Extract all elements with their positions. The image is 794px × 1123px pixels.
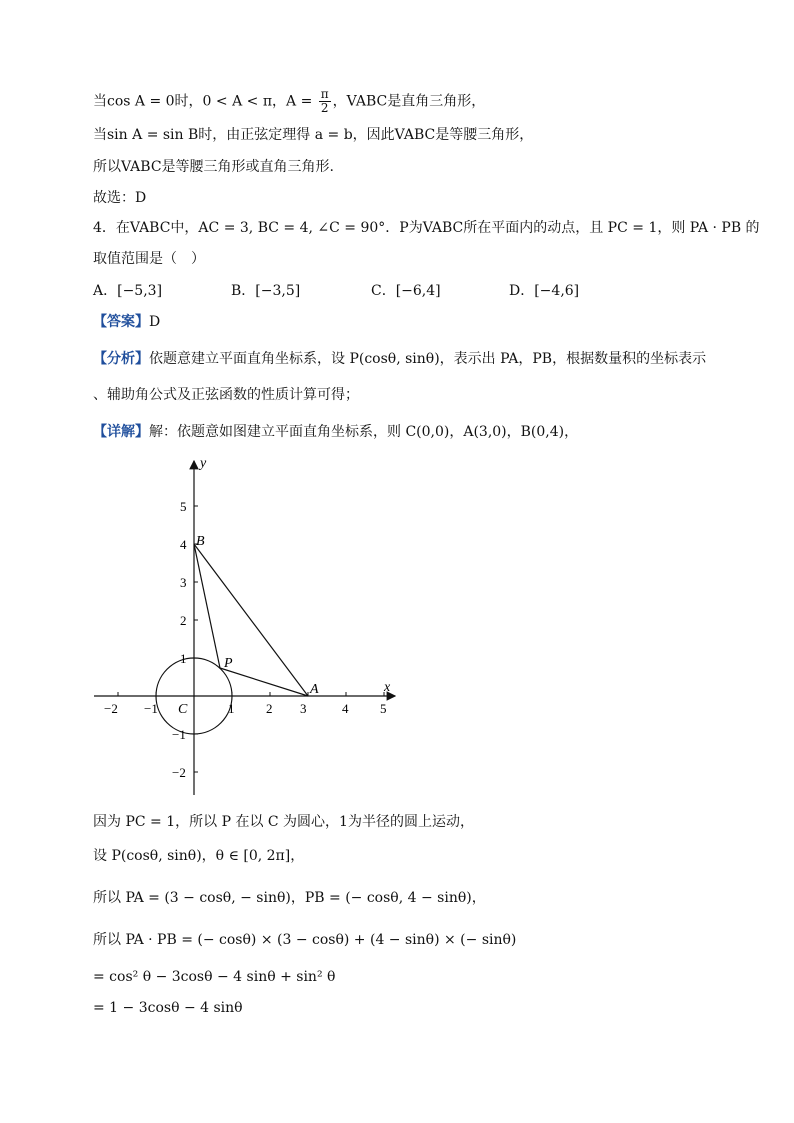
point-label-p: P (224, 656, 233, 671)
solution-line-1: 因为 PC = 1，所以 P 在以 C 为圆心，1为半径的圆上运动， (93, 814, 474, 830)
x-tick-label: −1 (144, 701, 158, 716)
fraction-numerator: π (320, 87, 329, 101)
option-d: D．[−4,6] (509, 283, 580, 299)
line-cos-case-tail: ，VABC是直角三角形， (332, 93, 486, 110)
segment-ba (194, 544, 308, 696)
answer-line (93, 312, 160, 332)
point-label-a: A (310, 682, 319, 697)
x-tick-label: 4 (342, 701, 349, 716)
solution-line-5: = cos² θ − 3cosθ − 4 sinθ + sin² θ (93, 969, 336, 985)
solution-line-3: 所以 PA = (3 − cosθ, − sinθ)，PB = (− cosθ, 4 − sinθ)， (93, 890, 486, 906)
line-cos-case (93, 88, 485, 115)
y-tick-label: −1 (172, 727, 186, 742)
x-tick-label: 3 (300, 701, 307, 716)
solution-line-4: 所以 PA · PB = (− cosθ) × (3 − cosθ) + (4 − sinθ) × (− sinθ) (93, 932, 517, 948)
x-tick-label: −2 (104, 701, 118, 716)
solution-line-6: = 1 − 3cosθ − 4 sinθ (93, 1000, 243, 1016)
option-b: B．[−3,5] (231, 283, 301, 299)
y-tick-label: 3 (180, 575, 187, 590)
analysis-line-2: 、辅助角公式及正弦函数的性质计算可得； (93, 387, 359, 403)
x-tick-label: 5 (380, 701, 387, 716)
y-tick-label: −2 (172, 765, 186, 780)
y-tick-label: 2 (180, 613, 187, 628)
axis-label-y: y (200, 456, 207, 471)
solution-line-2: 设 P(cosθ, sinθ)，θ ∈ [0, 2π]， (93, 848, 305, 864)
question-4-stem: 4．在VABC中，AC = 3, BC = 4, ∠C = 90°．P为VABC所在平面内的动点，且 PC = 1，则 PA · PB 的 (93, 220, 760, 236)
segment-pa (220, 668, 308, 696)
point-label-c: C (178, 702, 188, 717)
analysis-line (93, 349, 706, 369)
question-4-stem-2: 取值范围是（ ） (93, 251, 205, 267)
coordinate-figure (90, 455, 410, 800)
detail-line (93, 422, 578, 442)
fraction-pi-over-2 (319, 88, 331, 115)
y-tick-label: 4 (180, 537, 187, 552)
point-label-b: B (196, 534, 205, 549)
segment-bp (194, 544, 220, 668)
option-c: C．[−6,4] (371, 283, 441, 299)
axis-label-x: x (384, 680, 391, 695)
y-tick-label: 5 (180, 499, 187, 514)
y-tick-label: 1 (180, 651, 187, 666)
line-sin-case: 当sin A = sin B时，由正弦定理得 a = b，因此VABC是等腰三角形， (93, 127, 534, 143)
line-conclusion: 所以VABC是等腰三角形或直角三角形. (93, 159, 334, 175)
line-choice: 故选：D (93, 190, 147, 206)
x-tick-label: 2 (266, 701, 273, 716)
analysis-tag: 【分析】 (93, 351, 149, 367)
line-cos-case-text: 当cos A = 0时，0 < A < π，A = (93, 93, 317, 110)
option-a: A．[−5,3] (93, 283, 163, 299)
detail-text: 解：依题意如图建立平面直角坐标系，则 C(0,0)，A(3,0)，B(0,4)， (149, 424, 579, 440)
x-tick-label: 1 (228, 701, 235, 716)
fraction-denominator: 2 (320, 101, 329, 115)
detail-tag: 【详解】 (93, 424, 149, 440)
answer-tag: 【答案】 (93, 314, 149, 330)
answer-value: D (149, 314, 161, 330)
analysis-text: 依题意建立平面直角坐标系，设 P(cosθ, sinθ)，表示出 PA，PB，根据数量积的坐标表示 (149, 351, 707, 367)
